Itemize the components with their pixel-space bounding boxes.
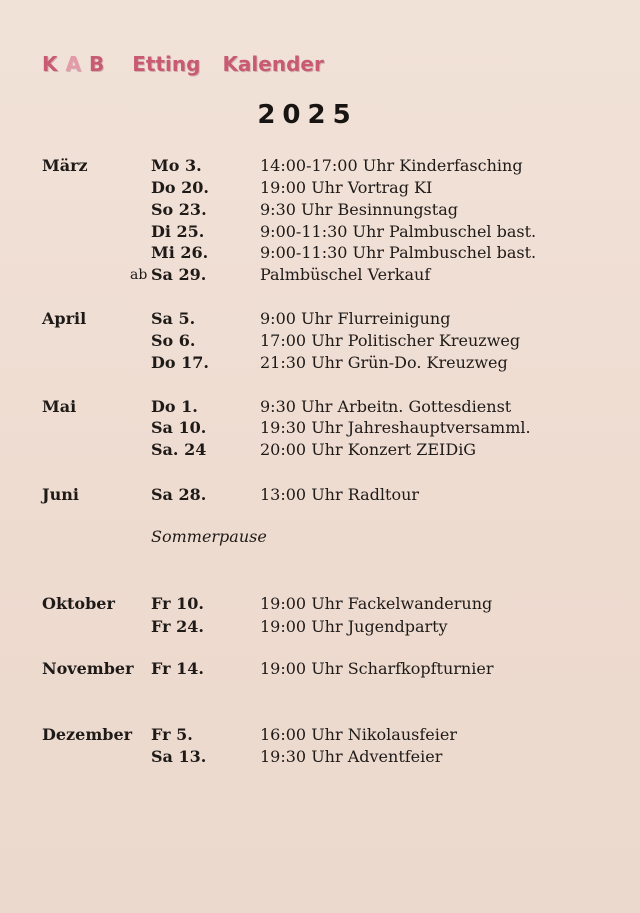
header-etting: Etting (132, 52, 201, 76)
entry-date: Sa 5. (151, 309, 196, 328)
entry-event: 9:30 Uhr Arbeitn. Gottesdienst (260, 397, 512, 416)
entry-event: 13:00 Uhr Radltour (260, 485, 420, 504)
entry-event: 14:00-17:00 Uhr Kinderfasching (260, 156, 523, 175)
header-kalender: Kalender (222, 52, 324, 76)
header-letter-k: K (42, 52, 58, 76)
month-label-maerz: März (42, 156, 88, 175)
year-title: 2025 (257, 100, 358, 130)
entry-date: Sa 29. (151, 265, 207, 284)
month-label-november: November (42, 659, 134, 678)
entry-date: Do 17. (151, 353, 209, 372)
entry-event: 21:30 Uhr Grün-Do. Kreuzweg (260, 353, 508, 372)
month-label-oktober: Oktober (42, 594, 115, 613)
entry-date: Fr 5. (151, 725, 193, 744)
entry-event: Palmbüschel Verkauf (260, 265, 431, 284)
entry-date: Sa 28. (151, 485, 207, 504)
entry-event: 17:00 Uhr Politischer Kreuzweg (260, 331, 521, 350)
entry-event: 9:00-11:30 Uhr Palmbuschel bast. (260, 243, 537, 262)
entry-event: 20:00 Uhr Konzert ZEIDiG (260, 440, 477, 459)
entry-prefix-ab: ab (130, 267, 148, 283)
entry-date: Mi 26. (151, 243, 209, 262)
month-label-mai: Mai (42, 397, 77, 416)
entry-date: Do 20. (151, 178, 209, 197)
month-label-april: April (42, 309, 87, 328)
entry-event: 19:30 Uhr Jahreshauptversamml. (260, 418, 531, 437)
month-label-juni: Juni (42, 485, 79, 504)
entry-event: 19:00 Uhr Fackelwanderung (260, 594, 493, 613)
entry-date: So 23. (151, 200, 207, 219)
entry-event: 19:00 Uhr Jugendparty (260, 617, 448, 636)
entry-event: 9:00-11:30 Uhr Palmbuschel bast. (260, 222, 537, 241)
entry-date: Fr 10. (151, 594, 204, 613)
entry-date: Mo 3. (151, 156, 202, 175)
entry-date: Do 1. (151, 397, 198, 416)
header-letter-b: B (88, 52, 105, 76)
entry-event: 9:30 Uhr Besinnungstag (260, 200, 458, 219)
entry-date: Fr 24. (151, 617, 204, 636)
summer-break-note: Sommerpause (151, 527, 267, 546)
entry-event: 19:30 Uhr Adventfeier (260, 747, 443, 766)
month-label-dezember: Dezember (42, 725, 133, 744)
entry-event: 19:00 Uhr Scharfkopfturnier (260, 659, 494, 678)
entry-date: Sa 13. (151, 747, 207, 766)
entry-event: 19:00 Uhr Vortrag KI (260, 178, 433, 197)
entry-event: 16:00 Uhr Nikolausfeier (260, 725, 457, 744)
entry-date: Di 25. (151, 222, 205, 241)
header-letter-a: A (65, 52, 81, 76)
entry-date: Sa 10. (151, 418, 207, 437)
entry-date: Fr 14. (151, 659, 204, 678)
entry-date: Sa. 24 (151, 440, 207, 459)
entry-date: So 6. (151, 331, 196, 350)
entry-event: 9:00 Uhr Flurreinigung (260, 309, 451, 328)
